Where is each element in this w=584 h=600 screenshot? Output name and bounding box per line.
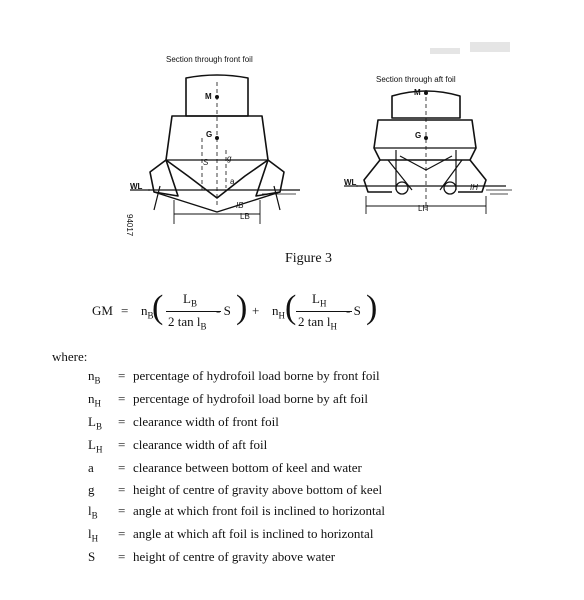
aft-waterline-label: WL bbox=[344, 178, 357, 187]
definition-symbol: $l_H$ bbox=[88, 526, 99, 544]
definition-text: clearance width of front foil bbox=[133, 414, 279, 429]
formula-nb: $n_B$ bbox=[141, 303, 154, 321]
definition-text: clearance between bottom of keel and water bbox=[133, 460, 362, 475]
definition-row: a = clearance between bottom of keel and water bbox=[0, 460, 584, 482]
front-g-label: g bbox=[227, 154, 232, 163]
definition-symbol: a bbox=[88, 460, 94, 475]
definition-symbol: $n_H$ bbox=[88, 391, 101, 409]
definition-symbol: g bbox=[88, 482, 95, 497]
definition-row: S = height of centre of gravity above water bbox=[0, 549, 584, 571]
definition-text: angle at which front foil is inclined to horizontal bbox=[133, 503, 385, 518]
aft-foil-left bbox=[364, 160, 392, 192]
formula-plus: + bbox=[252, 303, 260, 318]
formula-lh-numerator: $L_H$ bbox=[312, 291, 327, 309]
formula-lh-denominator: 2 $\tan l_H$ bbox=[298, 314, 337, 332]
aft-lh-label: LH bbox=[418, 204, 429, 213]
formula-equals: = bbox=[121, 303, 129, 318]
front-lb-label: LB bbox=[240, 212, 250, 221]
aft-metacentre-label: M bbox=[414, 88, 421, 97]
front-cog-label: G bbox=[206, 130, 213, 139]
formula-paren-open-2: ( bbox=[285, 289, 297, 326]
formula-frac-bar-1 bbox=[166, 311, 221, 312]
hydrofoil-figure bbox=[0, 0, 584, 245]
formula-paren-close-2: ) bbox=[366, 289, 378, 326]
front-hull bbox=[166, 116, 268, 198]
definition-row: $L_B$ = clearance width of front foil bbox=[88, 414, 279, 432]
definition-row: $n_H$ = percentage of hydrofoil load borne by aft foil bbox=[88, 391, 368, 409]
definition-text: angle at which aft foil is inclined to horizontal bbox=[133, 526, 374, 541]
front-waterline-label: WL bbox=[130, 182, 143, 191]
definition-symbol: S bbox=[88, 549, 96, 564]
gm-formula bbox=[0, 288, 584, 338]
definition-text: height of centre of gravity above bottom of keel bbox=[133, 482, 383, 497]
formula-nh: $n_H$ bbox=[272, 303, 285, 321]
formula-lb-numerator: $L_B$ bbox=[183, 291, 197, 309]
definition-row: $L_H$ = clearance width of aft foil bbox=[88, 437, 268, 455]
definition-symbol: $n_B$ bbox=[88, 368, 101, 386]
front-lb-angle-label: IB bbox=[236, 201, 244, 210]
formula-frac-bar-2 bbox=[296, 311, 352, 312]
front-metacentre-label: M bbox=[205, 92, 212, 101]
aft-section-title: Section through aft foil bbox=[376, 75, 456, 84]
definition-symbol: $L_H$ bbox=[88, 437, 103, 455]
front-a-label: a bbox=[230, 177, 235, 186]
formula-lb-denominator: 2 $\tan l_B$ bbox=[168, 314, 207, 332]
definition-text: percentage of hydrofoil load borne by front foil bbox=[133, 368, 380, 383]
definition-row: g = height of centre of gravity above bottom of keel bbox=[0, 482, 584, 504]
hydrofoil-sections-drawing bbox=[0, 0, 584, 245]
definition-text: percentage of hydrofoil load borne by aft foil bbox=[133, 391, 368, 406]
definition-row: $l_B$ = angle at which front foil is inclined to horizontal bbox=[88, 503, 385, 521]
aft-hull bbox=[374, 120, 476, 160]
formula-minus-s-1: - S bbox=[216, 303, 231, 318]
definition-text: clearance width of aft foil bbox=[133, 437, 268, 452]
formula-lhs: GM bbox=[92, 303, 113, 318]
where-label: where: bbox=[52, 349, 88, 364]
definition-row: $l_H$ = angle at which aft foil is inclined to horizontal bbox=[88, 526, 374, 544]
figure-caption: Figure 3 bbox=[285, 251, 333, 266]
definition-text: height of centre of gravity above water bbox=[133, 549, 336, 564]
formula-paren-open-1: ( bbox=[152, 289, 164, 326]
side-code-label: 94017 bbox=[125, 214, 134, 237]
aft-lh-angle-label: IH bbox=[470, 183, 478, 192]
definition-symbol: $L_B$ bbox=[88, 414, 102, 432]
definition-symbol: $l_B$ bbox=[88, 503, 98, 521]
formula-minus-s-2: - S bbox=[346, 303, 361, 318]
formula-paren-close-1: ) bbox=[236, 289, 248, 326]
definition-row: $n_B$ = percentage of hydrofoil load borne by front foil bbox=[88, 368, 380, 386]
front-section-title: Section through front foil bbox=[166, 55, 253, 64]
aft-cog-label: G bbox=[415, 131, 422, 140]
front-s-label: S bbox=[203, 158, 209, 167]
